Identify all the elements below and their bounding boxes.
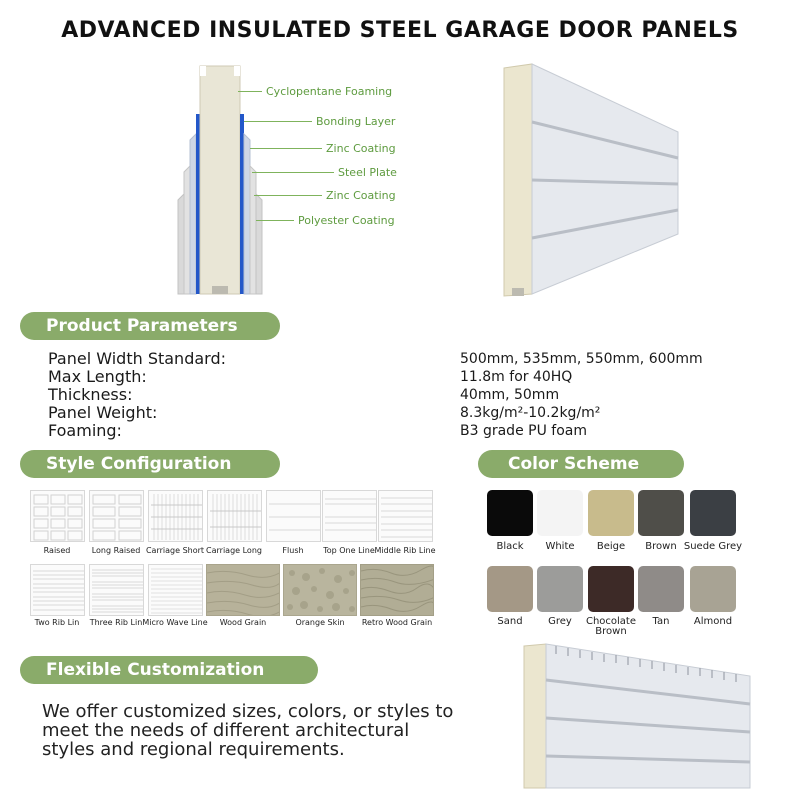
- color-swatch-brown: [638, 490, 684, 536]
- color-swatch-almond: [690, 566, 736, 612]
- style-tile-micro-wave-line: [148, 564, 203, 616]
- style-tile-middle-rib-line: [378, 490, 433, 542]
- style-tile-retro-wood-grain: [360, 564, 434, 616]
- style-label: Carriage Short: [145, 546, 205, 555]
- style-label: Raised: [43, 546, 71, 555]
- layer-label-polyester: Polyester Coating: [298, 214, 395, 227]
- style-label: Micro Wave Line: [142, 618, 208, 627]
- param-value: B3 grade PU foam: [460, 423, 587, 439]
- style-label: Orange Skin: [295, 618, 345, 627]
- panel-cross-section: [170, 62, 270, 298]
- color-swatch-black: [487, 490, 533, 536]
- customization-description: We offer customized sizes, colors, or styles to meet the needs of different architectural styles and regional requirements.: [42, 701, 454, 760]
- panel-perspective-image: [496, 62, 686, 298]
- param-value: 8.3kg/m²-10.2kg/m²: [460, 405, 601, 421]
- style-label: Wood Grain: [219, 618, 267, 627]
- style-tile-long-raised: [89, 490, 144, 542]
- color-label: White: [545, 541, 575, 552]
- color-label: Beige: [596, 541, 626, 552]
- style-tile-carriage-long: [207, 490, 262, 542]
- style-label: Carriage Long: [206, 546, 262, 555]
- param-label: Panel Weight:: [48, 403, 158, 422]
- param-label: Panel Width Standard:: [48, 349, 226, 368]
- layer-label-bonding: Bonding Layer: [316, 115, 396, 128]
- section-color-scheme: Color Scheme: [478, 450, 684, 478]
- param-label: Thickness:: [48, 385, 133, 404]
- color-swatch-white: [537, 490, 583, 536]
- section-product-parameters: Product Parameters: [20, 312, 280, 340]
- style-tile-two-rib-line: [30, 564, 85, 616]
- color-swatch-chocolate-brown: [588, 566, 634, 612]
- section-flexible-customization: Flexible Customization: [20, 656, 318, 684]
- color-swatch-tan: [638, 566, 684, 612]
- style-tile-three-rib-line: [89, 564, 144, 616]
- style-label: Long Raised: [91, 546, 141, 555]
- panel-perspective-image-bottom: [516, 640, 756, 790]
- color-label: Black: [496, 541, 524, 552]
- param-label: Foaming:: [48, 421, 122, 440]
- section-style-configuration: Style Configuration: [20, 450, 280, 478]
- layer-label-foaming: Cyclopentane Foaming: [266, 85, 393, 98]
- style-label: Top One Line: [323, 546, 375, 555]
- style-tile-flush: [266, 490, 321, 542]
- style-tile-orange-skin: [283, 564, 357, 616]
- param-value: 500mm, 535mm, 550mm, 600mm: [460, 351, 703, 367]
- style-tile-raised: [30, 490, 85, 542]
- color-label: Tan: [652, 616, 670, 627]
- param-value: 40mm, 50mm: [460, 387, 560, 403]
- color-swatch-suede-grey: [690, 490, 736, 536]
- color-label: Chocolate Brown: [585, 616, 637, 637]
- page-title: ADVANCED INSULATED STEEL GARAGE DOOR PANELS: [61, 18, 739, 43]
- style-label: Retro Wood Grain: [361, 618, 433, 627]
- style-label: Two Rib Lin: [34, 618, 80, 627]
- color-swatch-beige: [588, 490, 634, 536]
- color-label: Sand: [497, 616, 523, 627]
- color-label: Suede Grey: [683, 541, 743, 552]
- layer-label-zinc-1: Zinc Coating: [326, 142, 396, 155]
- color-label: Almond: [693, 616, 733, 627]
- param-label: Max Length:: [48, 367, 147, 386]
- style-tile-top-one-line: [322, 490, 377, 542]
- layer-label-zinc-2: Zinc Coating: [326, 189, 396, 202]
- color-swatch-sand: [487, 566, 533, 612]
- style-label: Flush: [282, 546, 304, 555]
- color-swatch-grey: [537, 566, 583, 612]
- style-label: Middle Rib Line: [374, 546, 436, 555]
- style-label: Three Rib Lin: [89, 618, 143, 627]
- layer-label-steel: Steel Plate: [338, 166, 397, 179]
- style-tile-wood-grain: [206, 564, 280, 616]
- style-tile-carriage-short: [148, 490, 203, 542]
- param-value: 11.8m for 40HQ: [460, 369, 573, 385]
- color-label: Grey: [548, 616, 572, 627]
- color-label: Brown: [645, 541, 677, 552]
